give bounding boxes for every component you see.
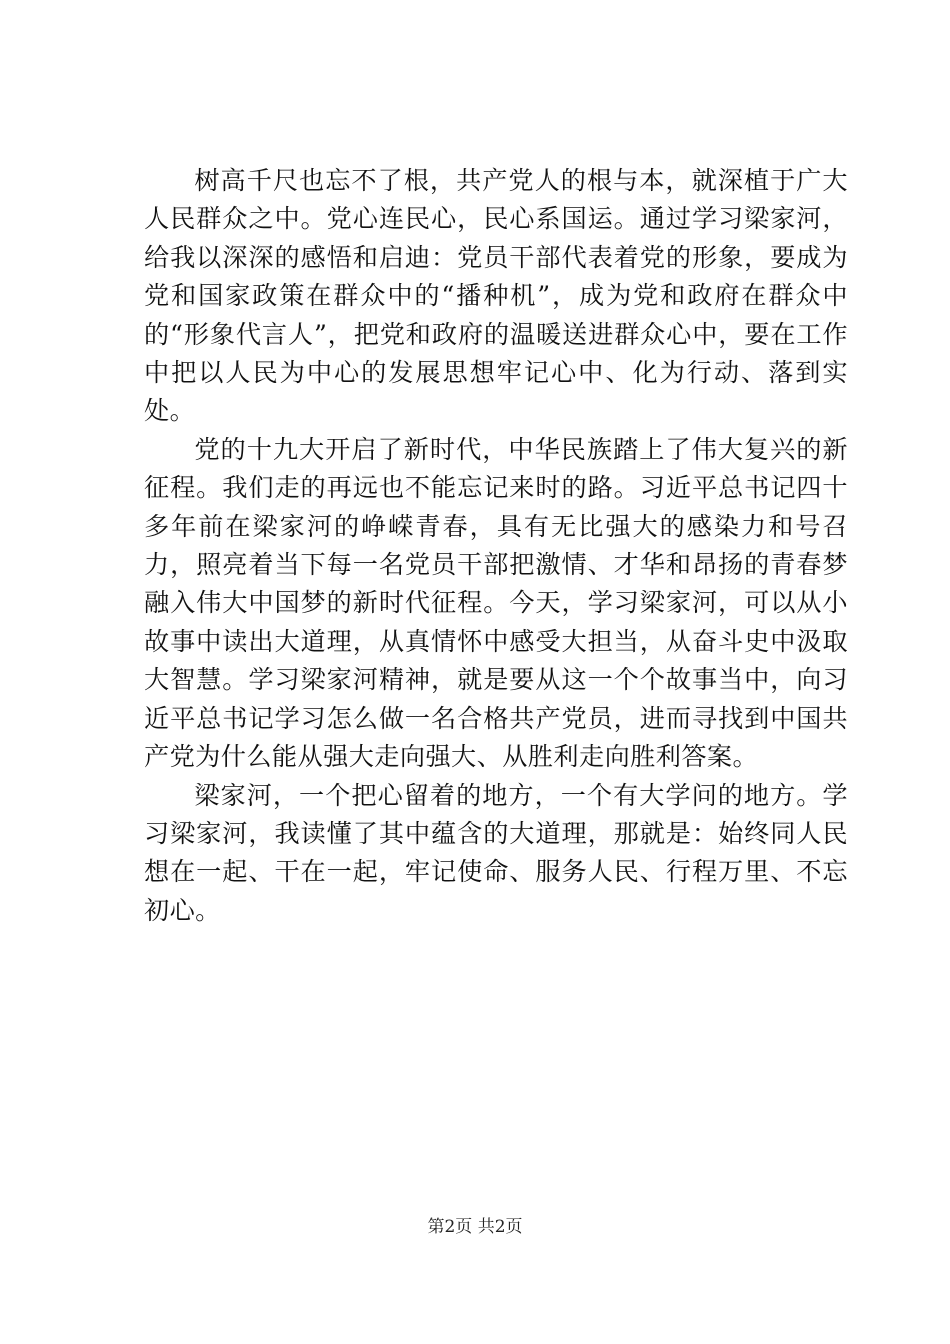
document-body <box>144 162 848 930</box>
page-footer <box>0 1216 950 1238</box>
paragraph-2: 党的十九大开启了新时代，中华民族踏上了伟大复兴的新征程。我们走的再远也不能忘记来时的路。习近平总书记四十多年前在梁家河的峥嵘青春，具有无比强大的感染力和号召力，照亮着当下每一名党员干部把激情、才华和昂扬的青春梦融入伟大中国梦的新时代征程。今天，学习梁家河，可以从小故事中读出大道理，从真情怀中感受大担当，从奋斗史中汲取大智慧。学习梁家河精神，就是要从这一个个故事当中，向习近平总书记学习怎么做一名合格共产党员，进而寻找到中国共产党为什么能从强大走向强大、从胜利走向胜利答案。 <box>144 434 848 772</box>
page-number-label: 第2页 共2页 <box>427 1217 523 1237</box>
paragraph-1: 树高千尺也忘不了根，共产党人的根与本，就深植于广大人民群众之中。党心连民心，民心系国运。通过学习梁家河，给我以深深的感悟和启迪：党员干部代表着党的形象，要成为党和国家政策在群众中的“播种机”，成为党和政府在群众中的“形象代言人”，把党和政府的温暖送进群众心中，要在工作中把以人民为中心的发展思想牢记心中、化为行动、落到实处。 <box>144 166 848 426</box>
paragraph-3: 梁家河，一个把心留着的地方，一个有大学问的地方。学习梁家河，我读懂了其中蕴含的大道理，那就是：始终同人民想在一起、干在一起，牢记使命、服务人民、行程万里、不忘初心。 <box>144 780 848 925</box>
